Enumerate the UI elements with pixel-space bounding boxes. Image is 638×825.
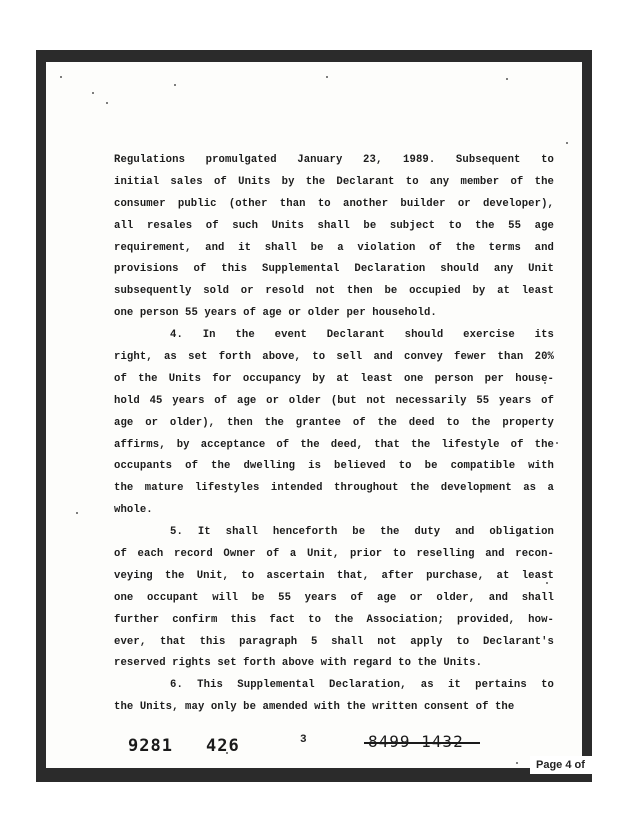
text-line: whole. xyxy=(114,504,153,517)
text-line: provisions of this Supplemental Declaration should any Unit xyxy=(114,263,554,276)
text-line: all resales of such Units shall be subject to the 55 age xyxy=(114,219,554,232)
text-line: the Units, may only be amended with the written consent of the xyxy=(114,701,515,714)
paragraph xyxy=(114,522,554,675)
text-line: 4. In the event Declarant should exercise its xyxy=(170,329,554,342)
book-page: 426 xyxy=(206,736,240,756)
strike-line xyxy=(364,742,480,744)
paragraph xyxy=(114,150,554,325)
sheet-number: 3 xyxy=(300,734,307,746)
document-page xyxy=(46,62,582,768)
text-line: subsequently sold or resold not then be occupied by at least xyxy=(114,285,554,298)
text-line: of the Units for occupancy by at least one person per house- xyxy=(114,372,554,385)
text-line: one occupant will be 55 years of age or older, and shall xyxy=(114,591,554,604)
text-line: further confirm this fact to the Association; provided, how- xyxy=(114,613,554,626)
text-line: reserved rights set forth above with regard to the Units. xyxy=(114,657,483,670)
text-line: of each record Owner of a Unit, prior to reselling and recon- xyxy=(114,548,554,561)
text-line: the mature lifestyles intended throughout the development as a xyxy=(114,482,554,495)
text-line: consumer public (other than to another builder or developer), xyxy=(114,197,554,210)
text-line: veying the Unit, to ascertain that, after purchase, at least xyxy=(114,569,554,582)
text-line: hold 45 years of age or older (but not necessarily 55 years of xyxy=(114,394,554,407)
paragraph xyxy=(114,325,554,522)
paragraph xyxy=(114,675,554,719)
page-indicator: Page 4 of xyxy=(530,756,598,774)
document-body xyxy=(114,150,554,719)
book-number: 9281 xyxy=(128,736,173,756)
text-line: affirms, by acceptance of the deed, that the lifestyle of the xyxy=(114,438,554,451)
text-line: Regulations promulgated January 23, 1989. Subsequent to xyxy=(114,154,554,166)
text-line: requirement, and it shall be a violation of the terms and xyxy=(114,241,554,254)
text-line: right, as set forth above, to sell and convey fewer than 20% xyxy=(114,351,554,364)
text-line: occupants of the dwelling is believed to be compatible with xyxy=(114,460,554,473)
text-line: 6. This Supplemental Declaration, as it pertains to xyxy=(170,679,554,692)
text-line: ever, that this paragraph 5 shall not apply to Declarant's xyxy=(114,635,554,648)
text-line: age or older), then the grantee of the deed to the property xyxy=(114,416,554,429)
text-line: initial sales of Units by the Declarant to any member of the xyxy=(114,175,554,188)
page-footer xyxy=(46,730,582,760)
text-line: one person 55 years of age or older per household. xyxy=(114,307,437,320)
text-line: 5. It shall henceforth be the duty and obligation xyxy=(170,526,554,539)
